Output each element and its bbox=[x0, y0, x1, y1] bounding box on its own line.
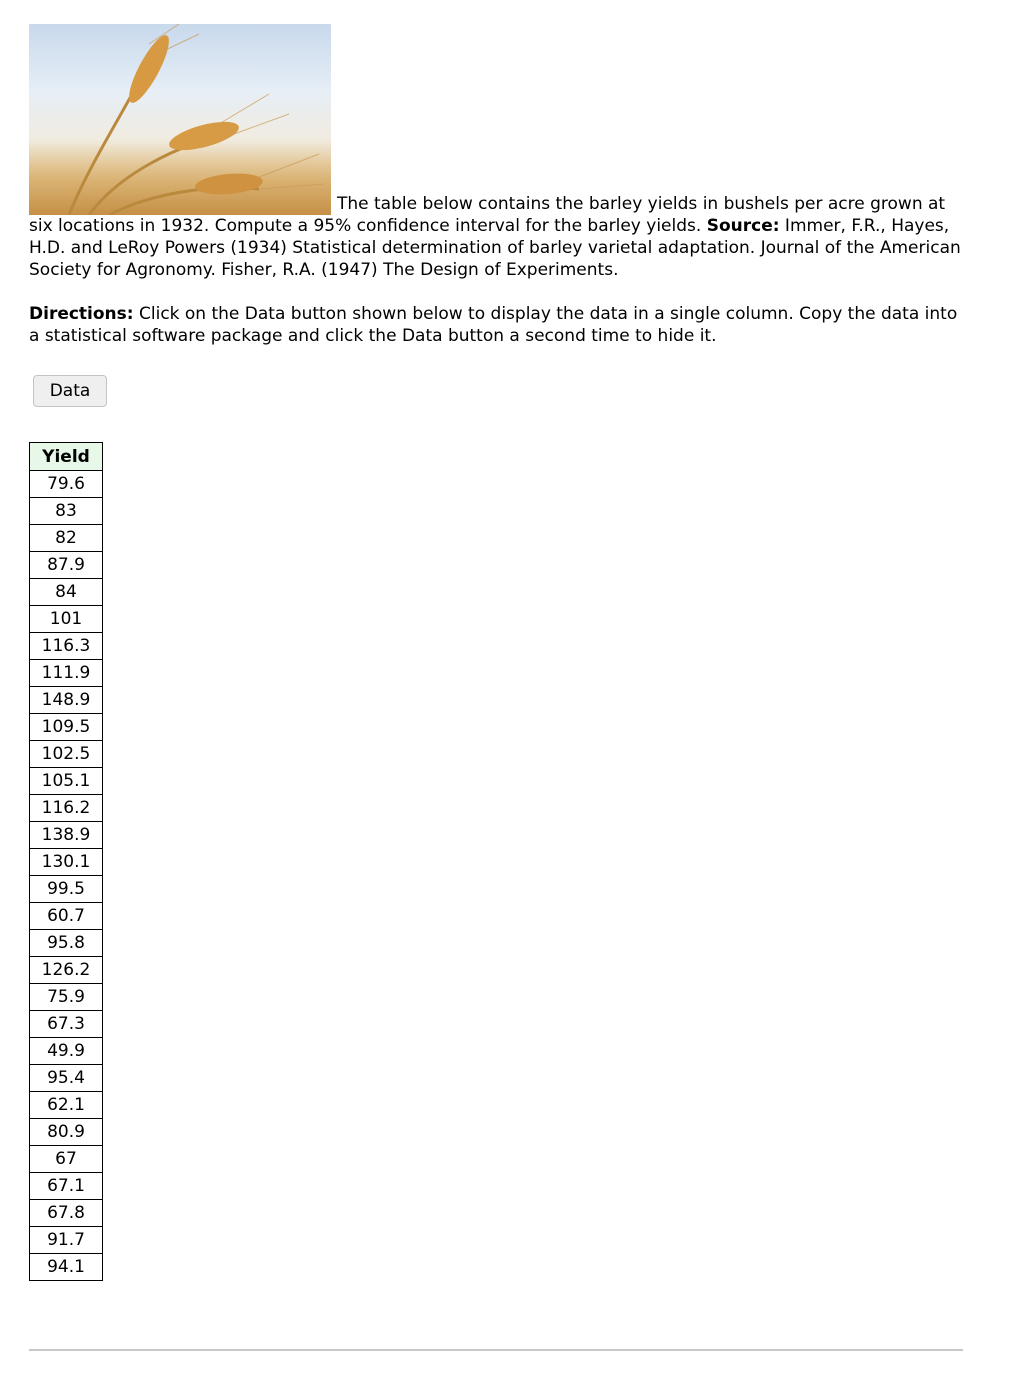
yield-cell: 94.1 bbox=[30, 1254, 103, 1281]
yield-cell: 101 bbox=[30, 606, 103, 633]
table-row bbox=[30, 1038, 103, 1065]
yield-cell: 95.8 bbox=[30, 930, 103, 957]
table-row bbox=[30, 606, 103, 633]
table-row bbox=[30, 498, 103, 525]
intro-paragraph bbox=[29, 24, 963, 281]
table-row bbox=[30, 1119, 103, 1146]
table-row bbox=[30, 1065, 103, 1092]
table-row bbox=[30, 1227, 103, 1254]
table-row bbox=[30, 903, 103, 930]
yield-cell: 60.7 bbox=[30, 903, 103, 930]
yield-table bbox=[29, 442, 103, 1281]
directions-text: Click on the Data button shown below to display the data in a single column. Copy the data into a statistical software package and click the Data button a second time to hide it. bbox=[29, 304, 958, 346]
table-row bbox=[30, 552, 103, 579]
table-row bbox=[30, 741, 103, 768]
table-row bbox=[30, 633, 103, 660]
table-header-row bbox=[30, 443, 103, 471]
yield-column-header: Yield bbox=[30, 443, 103, 471]
yield-cell: 91.7 bbox=[30, 1227, 103, 1254]
table-row bbox=[30, 1173, 103, 1200]
horizontal-rule bbox=[29, 1349, 963, 1351]
table-row bbox=[30, 1200, 103, 1227]
table-row bbox=[30, 471, 103, 498]
data-button[interactable]: Data bbox=[33, 375, 107, 407]
yield-cell: 138.9 bbox=[30, 822, 103, 849]
table-row bbox=[30, 1092, 103, 1119]
source-text: Immer, F.R., Hayes, H.D. and LeRoy Powers (1934) Statistical determination of barley varietal adaptation. Journal of the American Society for Agronomy. Fisher, R.A. (1947) The Design of Experiments. bbox=[29, 216, 961, 280]
table-row bbox=[30, 822, 103, 849]
wheat-photo bbox=[29, 24, 331, 215]
yield-cell: 49.9 bbox=[30, 1038, 103, 1065]
table-row bbox=[30, 984, 103, 1011]
table-row bbox=[30, 579, 103, 606]
yield-cell: 87.9 bbox=[30, 552, 103, 579]
yield-cell: 126.2 bbox=[30, 957, 103, 984]
directions-paragraph bbox=[29, 303, 963, 347]
intro-text: The table below contains the barley yields in bushels per acre grown at six locations in 1932. Compute a 95% confidence interval for the barley yields. bbox=[29, 194, 946, 236]
yield-cell: 95.4 bbox=[30, 1065, 103, 1092]
main-content bbox=[29, 24, 963, 1277]
table-row bbox=[30, 768, 103, 795]
yield-cell: 82 bbox=[30, 525, 103, 552]
yield-cell: 111.9 bbox=[30, 660, 103, 687]
yield-cell: 67.1 bbox=[30, 1173, 103, 1200]
yield-cell: 116.3 bbox=[30, 633, 103, 660]
table-row bbox=[30, 1146, 103, 1173]
yield-cell: 75.9 bbox=[30, 984, 103, 1011]
yield-cell: 109.5 bbox=[30, 714, 103, 741]
wheat-illustration bbox=[29, 24, 331, 215]
yield-cell: 67 bbox=[30, 1146, 103, 1173]
yield-cell: 99.5 bbox=[30, 876, 103, 903]
table-row bbox=[30, 849, 103, 876]
yield-cell: 67.3 bbox=[30, 1011, 103, 1038]
table-body bbox=[30, 471, 103, 1281]
table-row bbox=[30, 714, 103, 741]
table-row bbox=[30, 795, 103, 822]
yield-cell: 130.1 bbox=[30, 849, 103, 876]
table-row bbox=[30, 957, 103, 984]
yield-cell: 105.1 bbox=[30, 768, 103, 795]
table-row bbox=[30, 1254, 103, 1281]
source-label: Source: bbox=[706, 216, 780, 236]
table-row bbox=[30, 930, 103, 957]
yield-cell: 62.1 bbox=[30, 1092, 103, 1119]
yield-cell: 148.9 bbox=[30, 687, 103, 714]
yield-cell: 80.9 bbox=[30, 1119, 103, 1146]
yield-cell: 84 bbox=[30, 579, 103, 606]
table-row bbox=[30, 660, 103, 687]
yield-cell: 83 bbox=[30, 498, 103, 525]
yield-cell: 116.2 bbox=[30, 795, 103, 822]
yield-cell: 79.6 bbox=[30, 471, 103, 498]
yield-cell: 67.8 bbox=[30, 1200, 103, 1227]
yield-cell: 102.5 bbox=[30, 741, 103, 768]
table-row bbox=[30, 1011, 103, 1038]
table-row bbox=[30, 687, 103, 714]
table-row bbox=[30, 876, 103, 903]
table-row bbox=[30, 525, 103, 552]
directions-label: Directions: bbox=[29, 304, 134, 324]
